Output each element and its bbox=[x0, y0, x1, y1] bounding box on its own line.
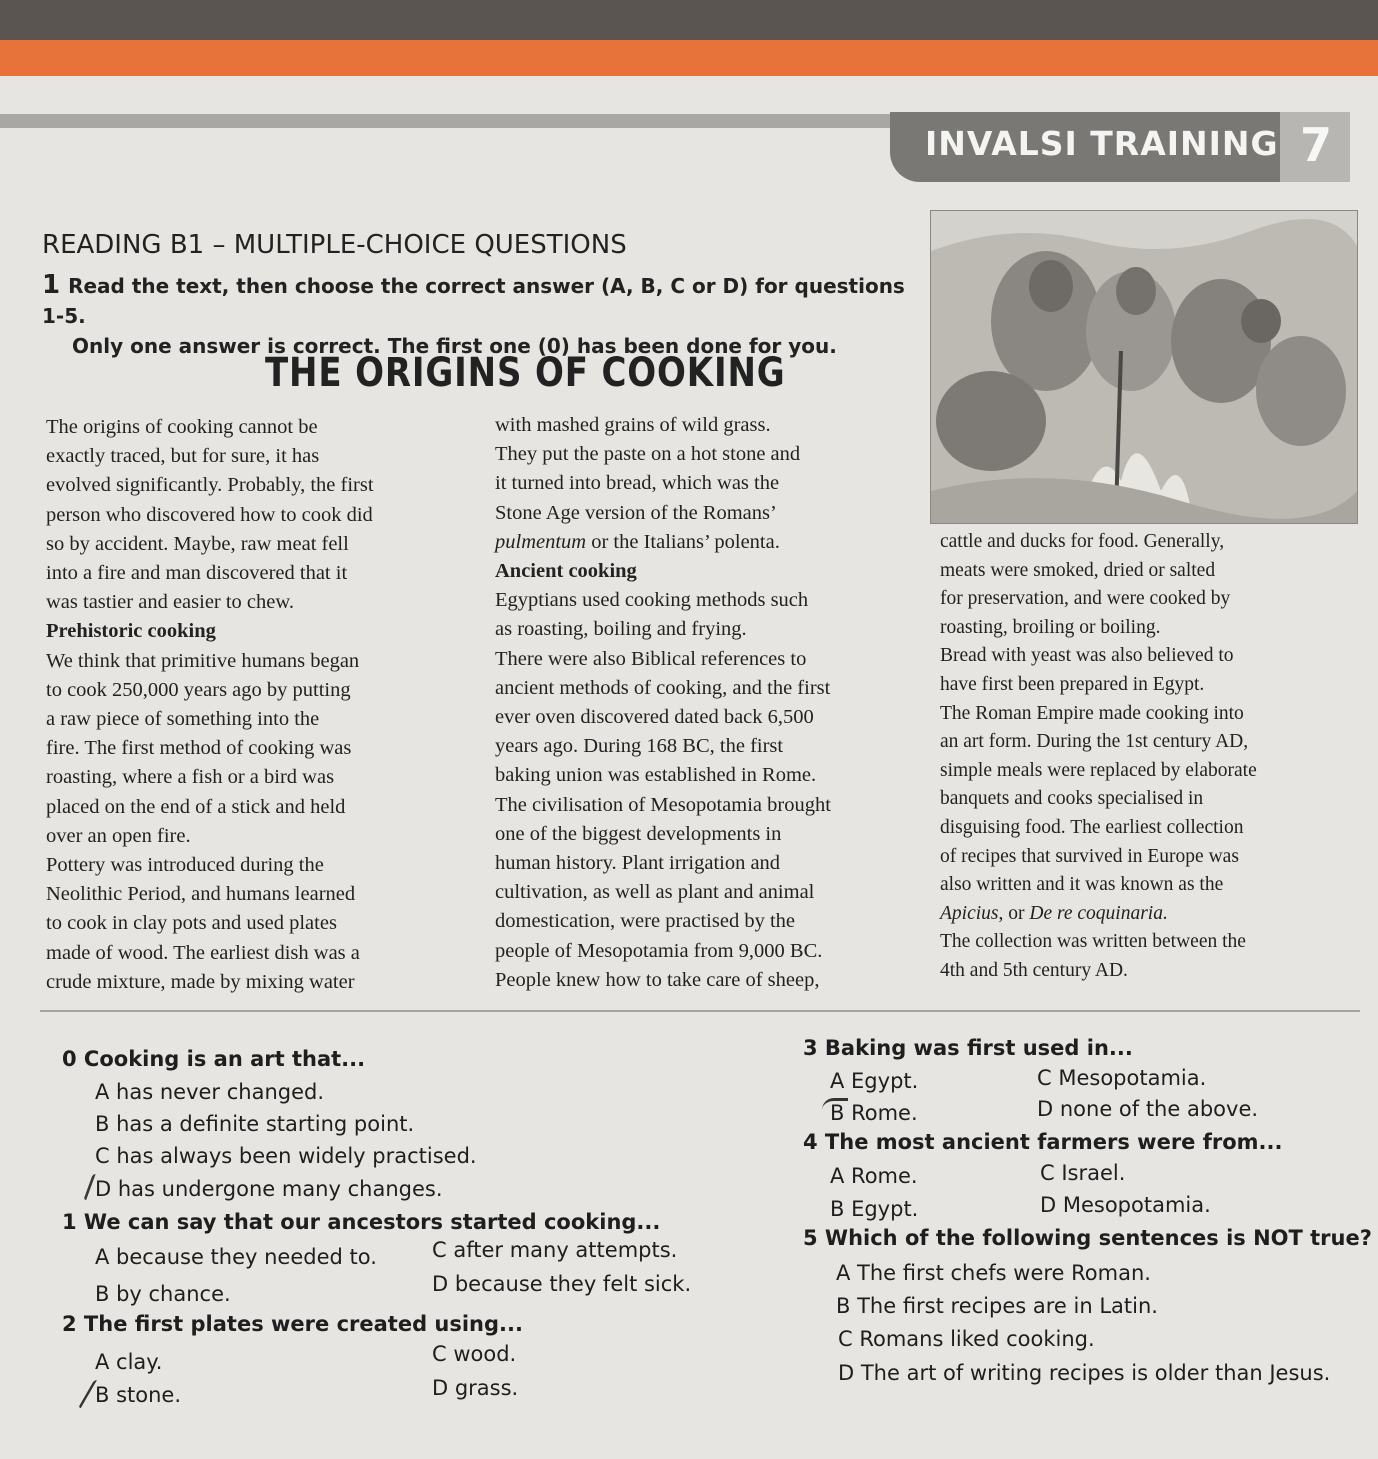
text-line: a raw piece of something into the bbox=[46, 708, 320, 731]
text-line: placed on the end of a stick and held bbox=[46, 795, 346, 818]
text-line: disguising food. The earliest collection bbox=[940, 816, 1244, 838]
text-line: Pottery was introduced during the bbox=[46, 854, 324, 877]
answer-mark-question-3 bbox=[822, 1098, 848, 1121]
text-line: The civilisation of Mesopotamia brought bbox=[495, 793, 831, 816]
text-line: 4th and 5th century AD. bbox=[940, 959, 1128, 981]
instructions bbox=[42, 270, 932, 361]
text-line: banquets and cooks specialised in bbox=[940, 788, 1204, 810]
text-line: as roasting, boiling and frying. bbox=[495, 618, 747, 641]
question-0-stem: 0 Cooking is an art that... bbox=[62, 1047, 366, 1071]
question-1-option-b[interactable]: B by chance. bbox=[95, 1282, 231, 1306]
text-line: with mashed grains of wild grass. bbox=[495, 414, 771, 436]
text-line: also written and it was known as the bbox=[940, 874, 1224, 896]
question-5-stem: 5 Which of the following sentences is NOT true? bbox=[803, 1226, 1372, 1250]
text-line: simple meals were replaced by elaborate bbox=[940, 759, 1257, 781]
text-line: exactly traced, but for sure, it has bbox=[46, 445, 320, 468]
text-line: baking union was established in Rome. bbox=[495, 764, 817, 787]
text-line: cultivation, as well as plant and animal bbox=[495, 881, 815, 904]
text-line: Stone Age version of the Romans’ bbox=[495, 501, 777, 524]
question-2-option-a[interactable]: A clay. bbox=[95, 1350, 163, 1374]
question-1-option-c[interactable]: C after many attempts. bbox=[432, 1238, 678, 1262]
background-top bbox=[0, 0, 1378, 40]
article-column-2 bbox=[495, 411, 831, 995]
text-line: over an open fire. bbox=[46, 824, 191, 847]
text-line: They put the paste on a hot stone and bbox=[495, 443, 801, 466]
exercise-number: 1 bbox=[42, 270, 61, 300]
section-divider bbox=[40, 1010, 1360, 1012]
text-line: have first been prepared in Egypt. bbox=[940, 673, 1205, 695]
question-2-option-d[interactable]: D grass. bbox=[432, 1376, 519, 1400]
text-line: meats were smoked, dried or salted bbox=[940, 559, 1216, 581]
question-5-option-c[interactable]: C Romans liked cooking. bbox=[838, 1327, 1095, 1351]
heading-prehistoric-cooking: Prehistoric cooking bbox=[46, 620, 216, 643]
question-3-stem: 3 Baking was first used in... bbox=[803, 1036, 1133, 1060]
text-line: was tastier and easier to chew. bbox=[46, 591, 294, 614]
question-5-option-d[interactable]: D The art of writing recipes is older than Jesus. bbox=[838, 1361, 1331, 1385]
heading-ancient-cooking: Ancient cooking bbox=[495, 560, 637, 583]
text-line: The Roman Empire made cooking into bbox=[940, 702, 1244, 724]
question-0-option-a[interactable]: A has never changed. bbox=[95, 1080, 325, 1104]
text-fragment: or the Italians’ polenta. bbox=[586, 530, 780, 553]
question-1-stem: 1 We can say that our ancestors started cooking... bbox=[62, 1210, 661, 1234]
text-line: into a fire and man discovered that it bbox=[46, 562, 348, 585]
text-line: years ago. During 168 BC, the first bbox=[495, 735, 784, 758]
question-2-stem: 2 The first plates were created using... bbox=[62, 1312, 523, 1336]
orange-stripe bbox=[0, 40, 1378, 76]
italic-term: De re coquinaria. bbox=[1029, 902, 1168, 924]
text-line: an art form. During the 1st century AD, bbox=[940, 731, 1249, 753]
question-5-option-a[interactable]: A The first chefs were Roman. bbox=[836, 1261, 1151, 1285]
text-line: human history. Plant irrigation and bbox=[495, 852, 781, 875]
question-4-option-a[interactable]: A Rome. bbox=[830, 1164, 918, 1188]
text-line: The collection was written between the bbox=[940, 931, 1246, 953]
question-3-option-c[interactable]: C Mesopotamia. bbox=[1037, 1066, 1207, 1090]
question-2-option-b[interactable]: B stone. bbox=[95, 1383, 182, 1407]
text-line: one of the biggest developments in bbox=[495, 822, 782, 845]
question-0-option-b[interactable]: B has a definite starting point. bbox=[95, 1112, 415, 1136]
text-line: We think that primitive humans began bbox=[46, 649, 360, 672]
question-4-option-d[interactable]: D Mesopotamia. bbox=[1040, 1193, 1211, 1217]
text-line: fire. The first method of cooking was bbox=[46, 737, 352, 760]
text-line: person who discovered how to cook did bbox=[46, 503, 373, 526]
text-line: ever oven discovered dated back 6,500 bbox=[495, 706, 814, 729]
text-line: made of wood. The earliest dish was a bbox=[46, 941, 360, 964]
question-2-option-c[interactable]: C wood. bbox=[432, 1342, 517, 1366]
banner-title: INVALSI TRAINING bbox=[925, 124, 1279, 163]
text-line: so by accident. Maybe, raw meat fell bbox=[46, 532, 349, 555]
instruction-line-1: Read the text, then choose the correct answer (A, B, C or D) for questions 1-5. bbox=[42, 274, 905, 328]
text-line: to cook 250,000 years ago by putting bbox=[46, 678, 351, 701]
question-0-option-c[interactable]: C has always been widely practised. bbox=[95, 1144, 477, 1168]
italic-term: pulmentum bbox=[495, 530, 587, 553]
text-line: Bread with yeast was also believed to bbox=[940, 645, 1234, 667]
text-line: evolved significantly. Probably, the first bbox=[46, 474, 374, 497]
text-line: There were also Biblical references to bbox=[495, 647, 807, 670]
text-line: people of Mesopotamia from 9,000 BC. bbox=[495, 939, 823, 962]
section-title: READING B1 – MULTIPLE-CHOICE QUESTIONS bbox=[42, 230, 627, 260]
text-line: roasting, where a fish or a bird was bbox=[46, 766, 335, 789]
text-line: ancient methods of cooking, and the first bbox=[495, 676, 831, 699]
text-line: of recipes that survived in Europe was bbox=[940, 845, 1239, 867]
article-column-3 bbox=[940, 528, 1257, 986]
question-4-option-c[interactable]: C Israel. bbox=[1040, 1161, 1126, 1185]
text-line: cattle and ducks for food. Generally, bbox=[940, 531, 1225, 552]
text-line: Egyptians used cooking methods such bbox=[495, 589, 809, 612]
question-3-option-d[interactable]: D none of the above. bbox=[1037, 1097, 1259, 1121]
question-4-option-b[interactable]: B Egypt. bbox=[830, 1197, 919, 1221]
question-1-option-d[interactable]: D because they felt sick. bbox=[432, 1272, 692, 1296]
prehistoric-cooking-illustration bbox=[930, 210, 1358, 524]
text-line: Neolithic Period, and humans learned bbox=[46, 883, 356, 906]
text-line: crude mixture, made by mixing water bbox=[46, 970, 355, 993]
question-3-option-b[interactable]: B Rome. bbox=[830, 1101, 918, 1125]
text-line bbox=[495, 528, 831, 557]
article-column-1 bbox=[46, 413, 374, 997]
article-title: THE ORIGINS OF COOKING bbox=[265, 350, 786, 396]
question-5-option-b[interactable]: B The first recipes are in Latin. bbox=[836, 1294, 1158, 1318]
text-line: domestication, were practised by the bbox=[495, 910, 795, 933]
question-4-stem: 4 The most ancient farmers were from... bbox=[803, 1130, 1283, 1154]
text-line: it turned into bread, which was the bbox=[495, 472, 780, 495]
text-fragment: , or bbox=[998, 902, 1030, 924]
banner-rule bbox=[0, 114, 890, 128]
text-line: to cook in clay pots and used plates bbox=[46, 912, 337, 935]
instruction-line-2: Only one answer is correct. The first one (0) has been done for you. bbox=[72, 334, 837, 358]
question-1-option-a[interactable]: A because they needed to. bbox=[95, 1245, 377, 1269]
text-line: for preservation, and were cooked by bbox=[940, 588, 1231, 610]
italic-term: Apicius bbox=[940, 902, 999, 924]
unit-number: 7 bbox=[1300, 118, 1333, 172]
question-3-option-a[interactable]: A Egypt. bbox=[830, 1069, 919, 1093]
question-0-option-d[interactable]: D has undergone many changes. bbox=[95, 1177, 443, 1201]
text-line bbox=[940, 900, 1257, 929]
text-line: People knew how to take care of sheep, bbox=[495, 968, 820, 991]
text-line: The origins of cooking cannot be bbox=[46, 416, 318, 438]
text-line: roasting, broiling or boiling. bbox=[940, 616, 1161, 638]
